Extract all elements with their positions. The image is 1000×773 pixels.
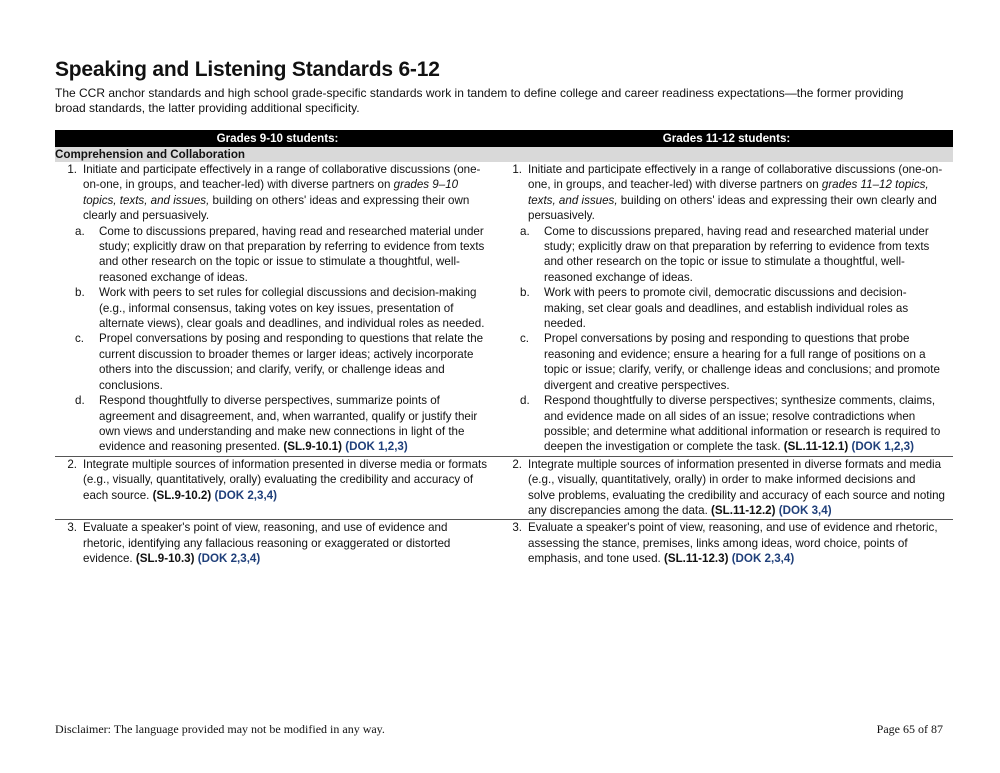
standard-item (502, 162, 945, 224)
standard-code: (SL.11-12.2) (711, 503, 776, 517)
standard-item (502, 457, 945, 519)
col-header-grades-9-10: Grades 9-10 students: (55, 130, 500, 147)
table-row (55, 520, 953, 568)
standard-code: (SL.11-12.3) (664, 552, 729, 566)
standard-cell-left (55, 456, 500, 520)
item-text: Evaluate a speaker's point of view, reasoning, and use of evidence and rhetoric, identifying any fallacious reasoning or exaggerated or distorted evidence. (SL.9-10.3) (DOK 2,3,4) (83, 521, 451, 566)
item-text: Initiate and participate effectively in a range of collaborative discussions (one-on-one, in groups, and teacher-led) with diverse partners on grades 9–10 topics, texts, and issues, building on others' ideas and expressing their own clearly and persuasively. (83, 163, 481, 223)
standard-code: (SL.11-12.1) (783, 440, 849, 454)
sub-item: a. Come to discussions prepared, having read and researched material under study; explicitly draw on that preparation by referring to evidence from texts and other research on the topic or issue to stimulate a thoughtful, well-reasoned exchange of ideas. (520, 224, 930, 284)
sub-item: b. Work with peers to set rules for collegial discussions and decision-making (e.g., informal consensus, taking votes on key issues, presentation of alternate views), clear goals and deadlines, and individual roles as needed. (75, 286, 485, 331)
table-row (55, 162, 953, 456)
standard-cell-right (500, 162, 953, 456)
standard-code: (SL.9-10.3) (135, 552, 195, 566)
item-number: 1. (67, 163, 77, 176)
category-label: Comprehension and Collaboration (55, 147, 953, 162)
grade-topics-emphasis: grades 9–10 topics, texts, and issues, (83, 178, 459, 207)
dok-label: (DOK 2,3,4) (214, 488, 277, 502)
item-text: Integrate multiple sources of information presented in diverse media or formats (e.g., visually, quantitatively, orally) evaluating the credibility and accuracy of each source. (SL.9-10.2) (DOK 2,3,4) (83, 457, 488, 502)
item-number: 2. (512, 457, 522, 471)
standard-code: (SL.9-10.1) (283, 440, 342, 454)
item-number: 3. (67, 521, 77, 535)
standard-code: (SL.9-10.2) (152, 488, 212, 502)
standard-cell-left (55, 520, 500, 568)
page-number: Page 65 of 87 (876, 722, 943, 736)
sub-item: c. Propel conversations by posing and responding to questions that probe reasoning and evidence; ensure a hearing for a full range of positions on a topic or issue; clarify, verify, or challenge ideas and conclusions; and promote divergent and creative perspectives. (520, 332, 940, 392)
category-row (55, 147, 953, 162)
standards-table (55, 130, 953, 568)
standard-item (57, 520, 492, 566)
intro-paragraph: The CCR anchor standards and high school grade-specific standards work in tandem to define college and career readiness expectations—the former providing broad standards, the latter providing additional specificity. (55, 86, 904, 115)
standard-cell-right (500, 456, 953, 520)
col-header-grades-11-12: Grades 11-12 students: (500, 130, 953, 147)
sub-item: d. Respond thoughtfully to diverse perspectives, summarize points of agreement and disagreement, and, when warranted, qualify or justify their own views and understanding and make new connections in light of the evidence and reasoning presented. (SL.9-10.1) (DOK 1,2,3) (75, 394, 478, 454)
sub-item: d. Respond thoughtfully to diverse perspectives; synthesize comments, claims, and evidence made on all sides of an issue; resolve contradictions when possible; and determine what additional information or research is required to deepen the investigation or complete the task. (SL.11-12.1) (DOK 1,2,3) (520, 394, 941, 454)
sub-item: a. Come to discussions prepared, having read and researched material under study; explicitly draw on that preparation by referring to evidence from texts and other research on the topic or issue to stimulate a thoughtful, well-reasoned exchange of ideas. (75, 224, 485, 284)
item-number: 1. (512, 163, 522, 176)
item-text: Evaluate a speaker's point of view, reasoning, and use of evidence and rhetoric, assessing the stance, premises, links among ideas, word choice, points of emphasis, and tone used. (SL.11-12.3) (DOK 2,3,4) (528, 521, 938, 566)
dok-label: (DOK 2,3,4) (731, 552, 795, 566)
item-text: Integrate multiple sources of information presented in diverse formats and media (e.g., visually, quantitatively, orally) in order to make informed decisions and solve problems, evaluating the credibility and accuracy of each source and noting any discrepancies among the data. (SL.11-12.2) (DOK 3,4) (528, 457, 945, 517)
table-row (55, 456, 953, 520)
page-title: Speaking and Listening Standards 6-12 (55, 58, 440, 81)
standard-item (502, 520, 945, 566)
item-number: 2. (67, 457, 77, 471)
grade-topics-emphasis: grades 11–12 topics, texts, and issues, (528, 178, 929, 207)
item-text: Initiate and participate effectively in a range of collaborative discussions (one-on-one, in groups, and teacher-led) with diverse partners on grades 11–12 topics, texts, and issues, building on others' ideas and expressing their own clearly and persuasively. (528, 163, 943, 223)
standard-item (57, 457, 492, 503)
dok-label: (DOK 2,3,4) (197, 552, 261, 566)
document-page (55, 58, 953, 568)
standard-item (57, 162, 492, 224)
dok-label: (DOK 3,4) (778, 503, 832, 517)
page-footer (55, 722, 943, 737)
standard-cell-left (55, 162, 500, 456)
sub-item: b. Work with peers to promote civil, democratic discussions and decision-making, set clear goals and deadlines, and establish individual roles as needed. (520, 286, 909, 331)
dok-label: (DOK 1,2,3) (345, 440, 408, 454)
disclaimer-text: Disclaimer: The language provided may not be modified in any way. (55, 722, 385, 736)
dok-label: (DOK 1,2,3) (851, 440, 914, 454)
standard-cell-right (500, 520, 953, 568)
sub-item: c. Propel conversations by posing and responding to questions that relate the current discussion to broader themes or larger ideas; actively incorporate others into the discussion; and clarify, verify, or challenge ideas and conclusions. (75, 332, 484, 392)
item-number: 3. (512, 521, 522, 535)
table-header-row (55, 130, 953, 147)
